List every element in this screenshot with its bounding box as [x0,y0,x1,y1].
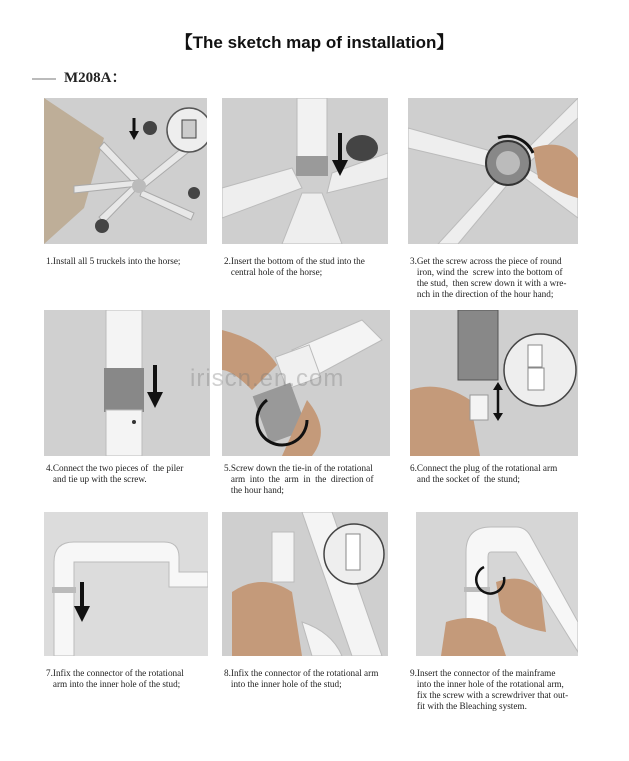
step-3-caption: 3.Get the screw across the piece of round iron, wind the screw into the bottom of the stud, then screw down it with a wre- nch in the direction of the hour hand; [410,256,567,299]
model-name: M208A： [64,70,127,86]
step-4-caption: 4.Connect the two pieces of the piler and tie up with the screw. [46,463,184,484]
step-9-illustration [416,512,578,656]
step-9-caption: 9.Insert the connector of the mainframe into the inner hole of the rotational arm, fix the screw with a screwdriver that out- fit with the Bleaching system. [410,668,569,711]
step-1-photo [44,98,207,244]
step-2-photo [222,98,388,244]
step-6-photo [410,310,578,456]
step-7-photo [44,512,208,656]
step-8-caption: 8.Infix the connector of the rotational arm into the inner hole of the stud; [224,668,379,689]
step-6-illustration [410,310,578,456]
step-2-illustration [222,98,388,244]
step-8-photo [222,512,388,656]
step-7-illustration [44,512,208,656]
page-title: 【The sketch map of installation】 [175,33,454,52]
step-8-illustration [222,512,388,656]
step-2-caption: 2.Insert the bottom of the stud into the central hole of the horse; [224,256,365,277]
step-7-caption: 7.Infix the connector of the rotational arm into the inner hole of the stud; [46,668,184,689]
step-1-caption: 1.Install all 5 truckels into the horse; [46,256,181,266]
model-label [32,66,127,87]
step-9-photo [416,512,578,656]
step-6-caption: 6.Connect the plug of the rotational arm and the socket of the stund; [410,463,558,484]
step-3-photo [408,98,578,244]
step-5-caption: 5.Screw down the tie-in of the rotational arm into the arm in the direction of the hour hand; [224,463,374,495]
step-4-photo [44,310,210,456]
step-1-illustration [44,98,207,244]
step-4-illustration [44,310,210,456]
step-3-illustration [408,98,578,244]
divider [32,78,56,80]
watermark: iriscn.en.com [190,365,345,392]
